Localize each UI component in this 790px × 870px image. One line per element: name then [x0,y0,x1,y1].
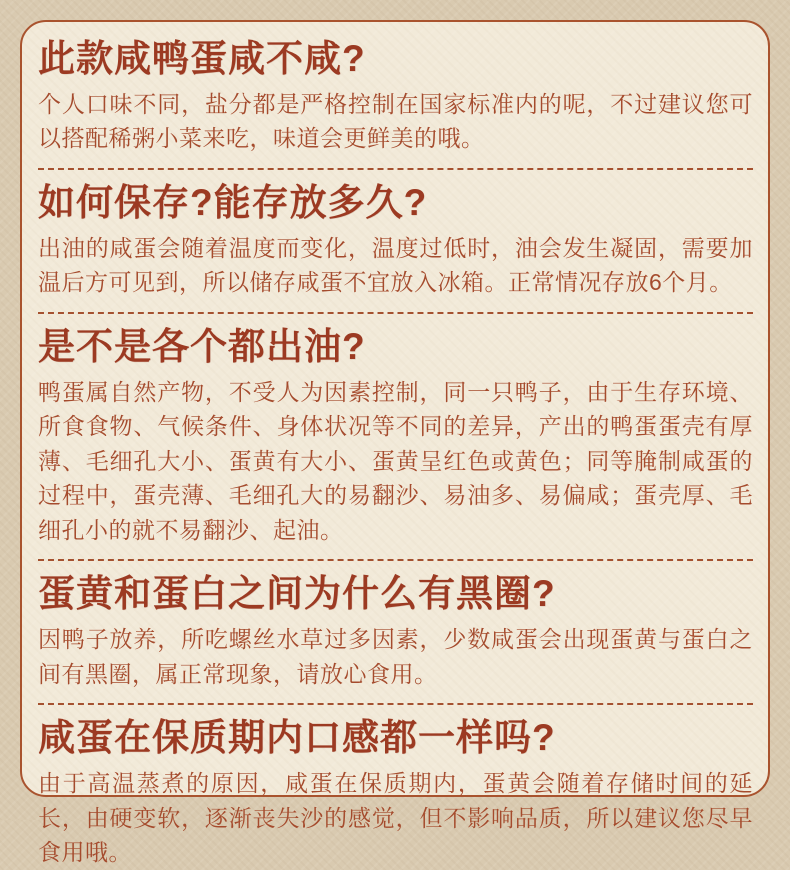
faq-answer: 鸭蛋属自然产物，不受人为因素控制，同一只鸭子，由于生存环境、所食食物、气候条件、身体状况等不同的差异，产出的鸭蛋蛋壳有厚薄、毛细孔大小、蛋黄有大小、蛋黄呈红色或黄色；同等腌制咸蛋的过程中，蛋壳薄、毛细孔大的易翻沙、易油多、易偏咸；蛋壳厚、毛细孔小的就不易翻沙、起油。 [38,378,753,543]
dashed-divider [38,703,753,705]
faq-question: 是不是各个都出油? [38,325,366,367]
faq-item-shelf-life-taste [38,718,753,869]
faq-item-saltiness [38,39,753,156]
faq-answer: 由于高温蒸煮的原因，咸蛋在保质期内，蛋黄会随着存储时间的延长，由硬变软，逐渐丧失沙的感觉，但不影响品质，所以建议您尽早食用哦。 [38,770,753,866]
faq-item-storage [38,183,753,300]
dashed-divider [38,559,753,561]
faq-answer: 出油的咸蛋会随着温度而变化，温度过低时，油会发生凝固，需要加温后方可见到，所以储存咸蛋不宜放入冰箱。正常情况存放6个月。 [38,234,753,296]
dashed-divider [38,312,753,314]
faq-answer: 因鸭子放养，所吃螺丝水草过多因素，少数咸蛋会出现蛋黄与蛋白之间有黑圈，属正常现象，请放心食用。 [38,626,753,687]
faq-question: 蛋黄和蛋白之间为什么有黑圈? [38,573,556,615]
faq-question: 如何保存?能存放多久? [38,181,428,223]
faq-question: 此款咸鸭蛋咸不咸? [38,38,366,79]
faq-card [20,20,770,866]
faq-item-black-ring [38,574,753,691]
dashed-divider [38,168,753,170]
faq-answer: 个人口味不同，盐分都是严格控制在国家标准内的呢，不过建议您可以搭配稀粥小菜来吃，味道会更鲜美的哦。 [38,90,753,152]
faq-question: 咸蛋在保质期内口感都一样吗? [38,717,556,759]
faq-item-oil [38,327,753,547]
